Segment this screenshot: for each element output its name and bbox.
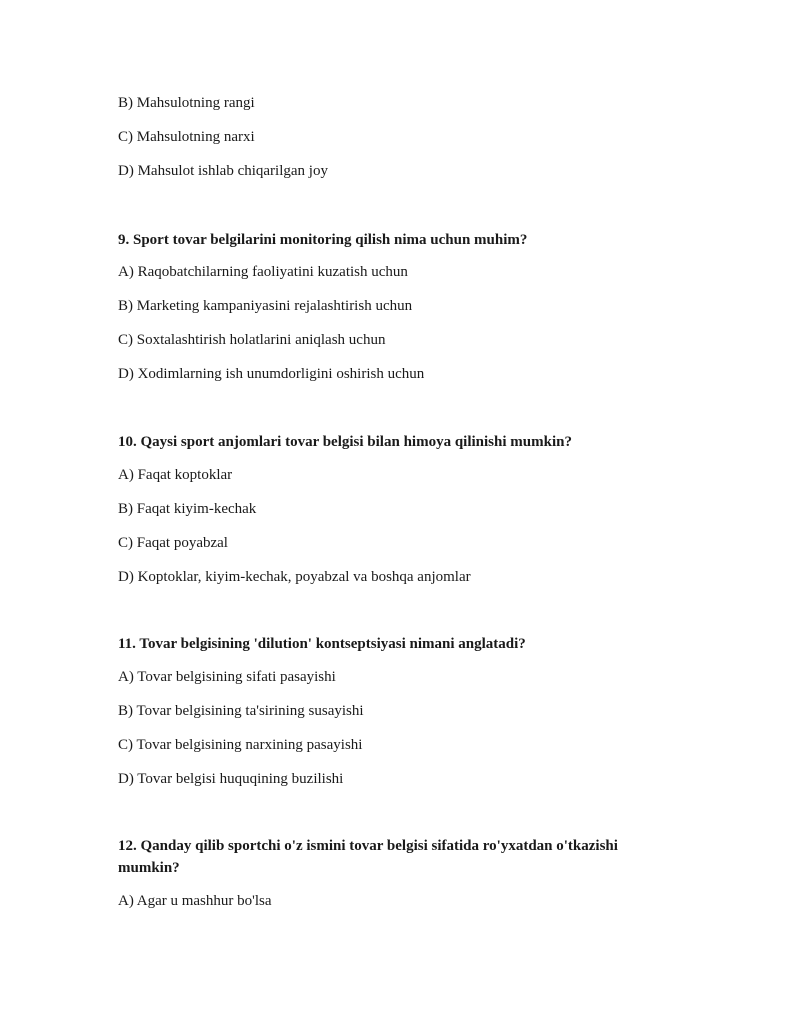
option-10-a: A) Faqat koptoklar <box>118 467 233 483</box>
option-11-c: C) Tovar belgisining narxining pasayishi <box>118 737 363 753</box>
option-9-b: B) Marketing kampaniyasini rejalashtirish uchun <box>118 298 413 314</box>
option-9-a: A) Raqobatchilarning faoliyatini kuzatish uchun <box>118 264 408 280</box>
question-12-title: 12. Qanday qilib sportchi o'z ismini tovar belgisi sifatida ro'yxatdan o'tkazishi mumkin? <box>118 838 618 876</box>
option-8-d: D) Mahsulot ishlab chiqarilgan joy <box>118 163 328 179</box>
option-11-d: D) Tovar belgisi huquqining buzilishi <box>118 771 344 787</box>
option-12-a: A) Agar u mashhur bo'lsa <box>118 893 272 909</box>
question-11-title: 11. Tovar belgisining 'dilution' kontseptsiyasi nimani anglatadi? <box>118 636 526 652</box>
option-11-a: A) Tovar belgisining sifati pasayishi <box>118 669 336 685</box>
question-9-title: 9. Sport tovar belgilarini monitoring qilish nima uchun muhim? <box>118 232 528 248</box>
option-8-b: B) Mahsulotning rangi <box>118 95 255 111</box>
option-11-b: B) Tovar belgisining ta'sirining susayishi <box>118 703 364 719</box>
question-10-title: 10. Qaysi sport anjomlari tovar belgisi bilan himoya qilinishi mumkin? <box>118 434 572 450</box>
option-8-c: C) Mahsulotning narxi <box>118 129 255 145</box>
option-10-d: D) Koptoklar, kiyim-kechak, poyabzal va boshqa anjomlar <box>118 569 471 585</box>
option-10-c: C) Faqat poyabzal <box>118 535 228 551</box>
option-10-b: B) Faqat kiyim-kechak <box>118 501 257 517</box>
option-9-c: C) Soxtalashtirish holatlarini aniqlash uchun <box>118 332 386 348</box>
option-9-d: D) Xodimlarning ish unumdorligini oshirish uchun <box>118 366 425 382</box>
